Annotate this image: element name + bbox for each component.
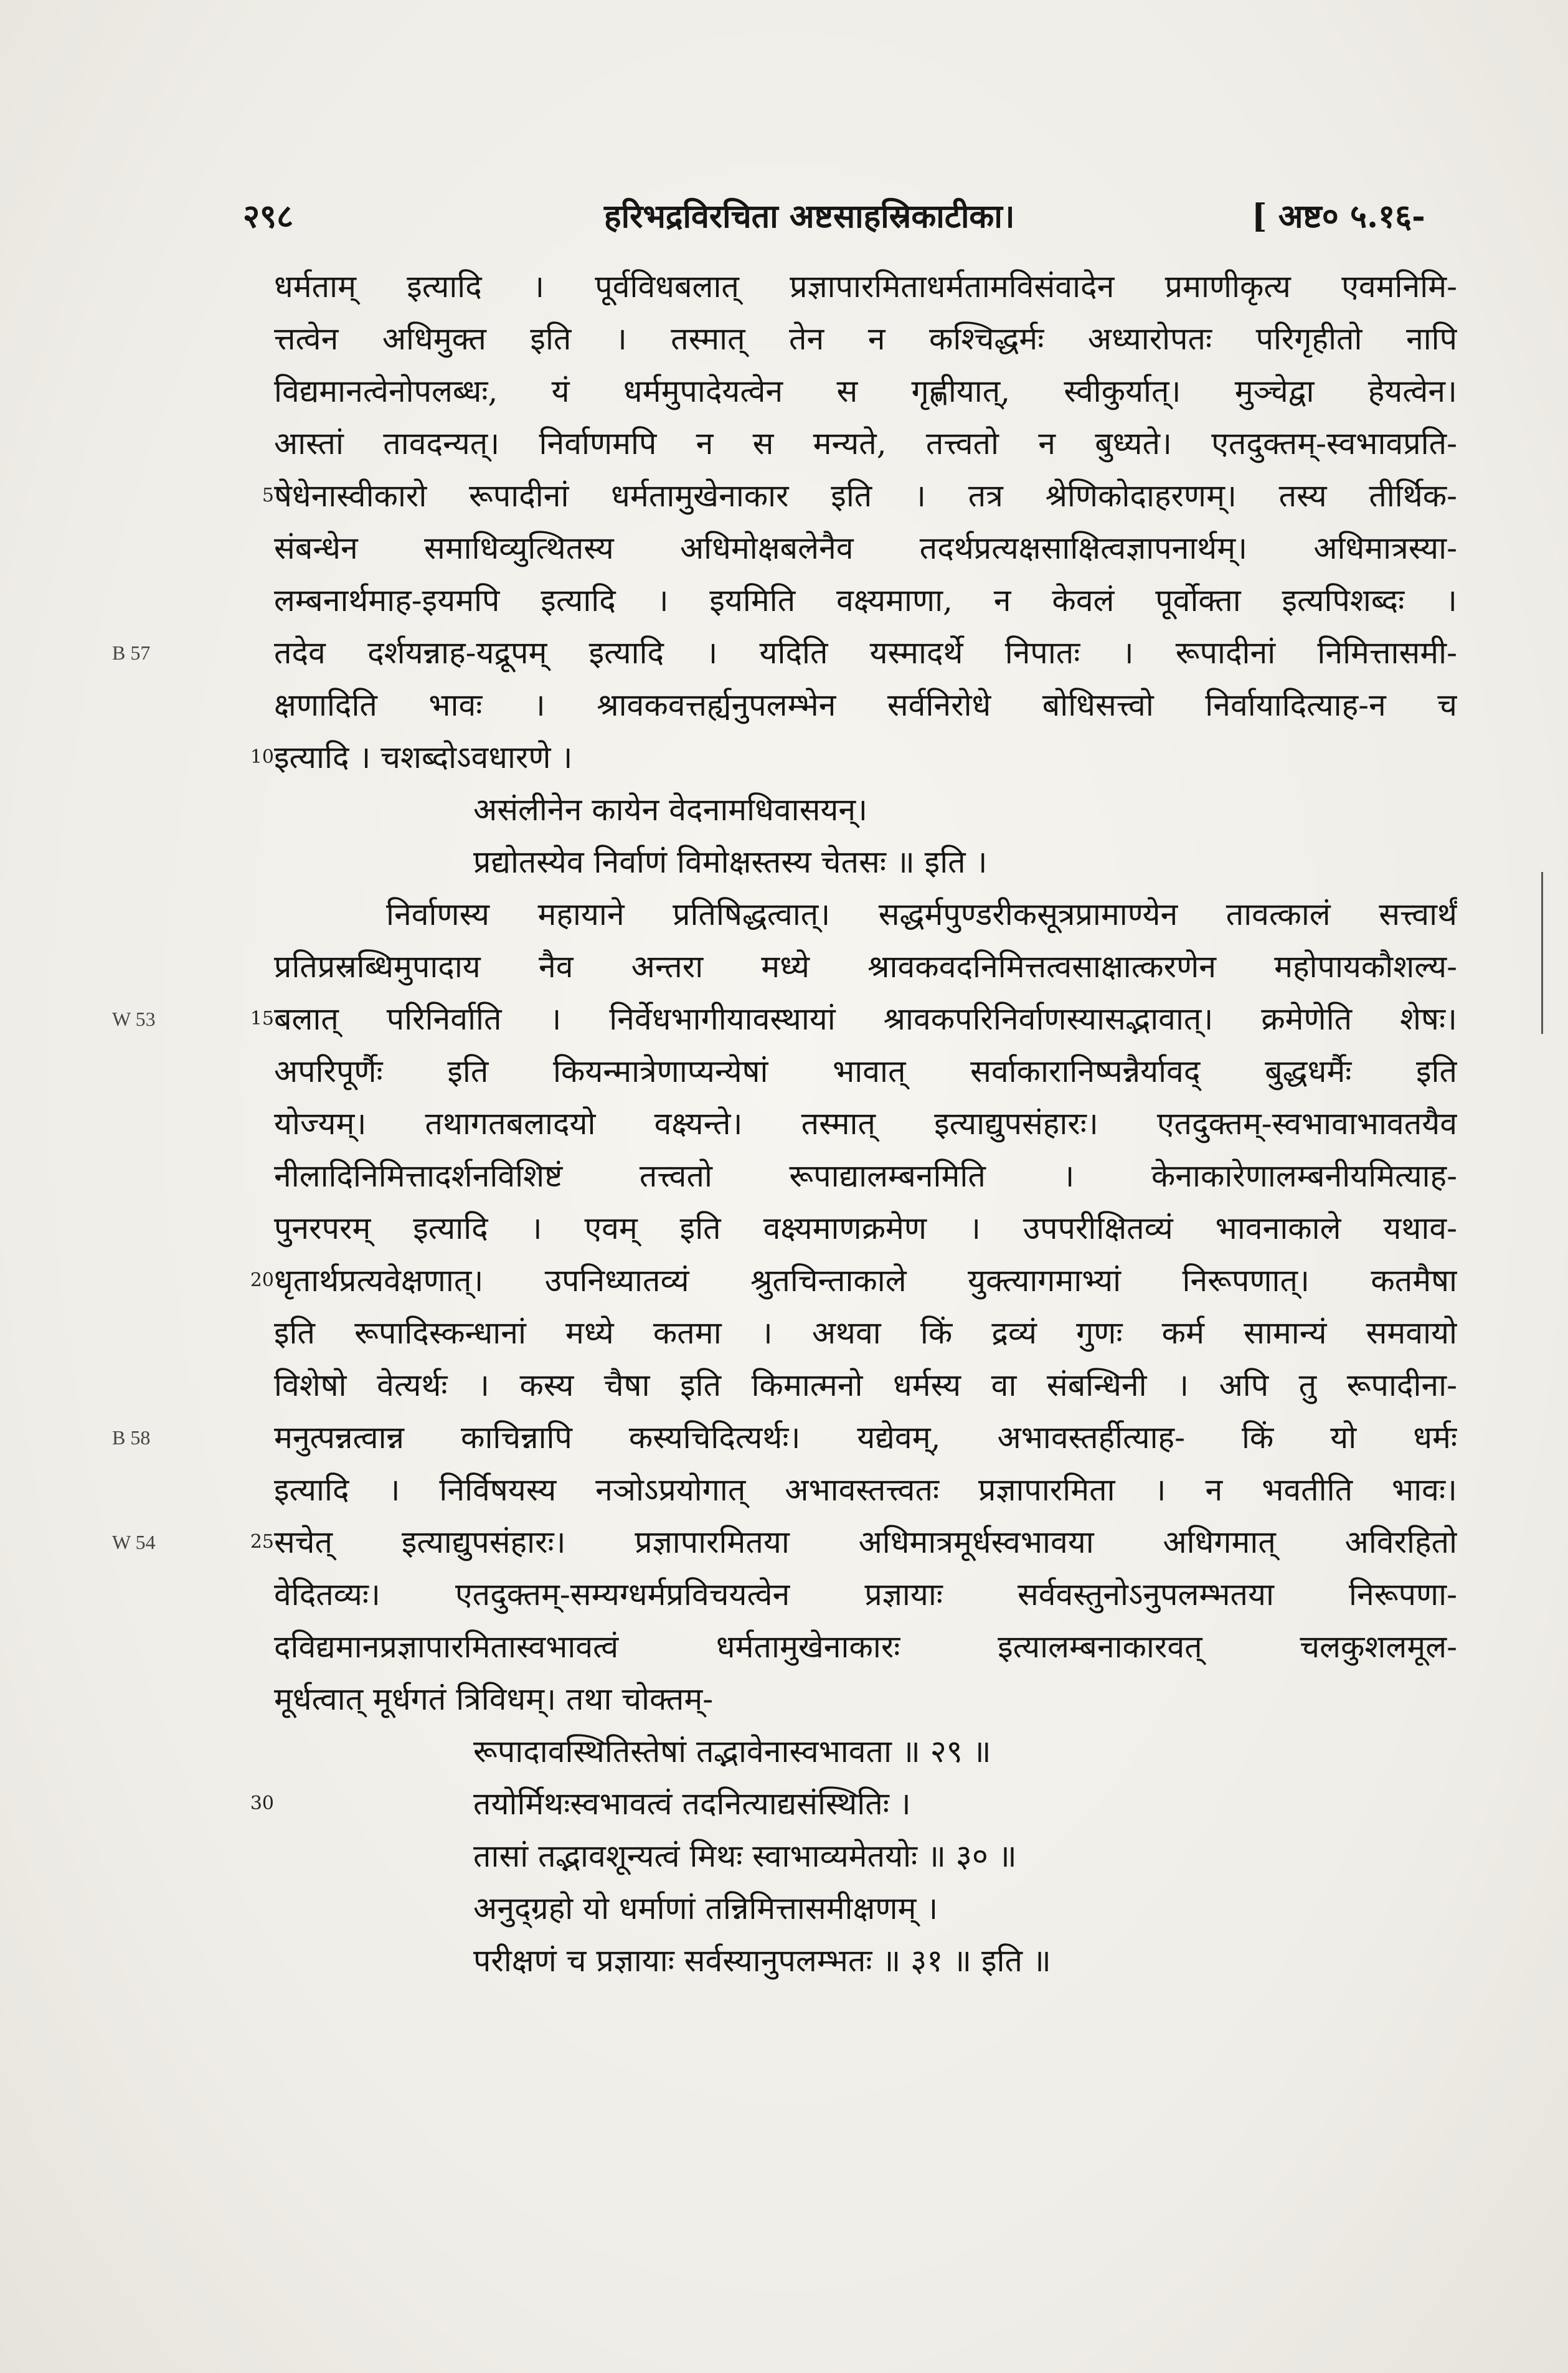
verse-line: तासां तद्भावशून्यत्वं मिथः स्वाभाव्यमेतयोः ॥ ३० ॥ — [473, 1838, 1017, 1874]
text-line: षेधेनास्वीकारो रूपादीनां धर्मतामुखेनाकार इति । तत्र श्रेणिकोदाहरणम्। तस्य तीर्थिक- — [274, 478, 1457, 514]
line-number: 30 — [250, 1793, 274, 1814]
text-line: लम्बनार्थमाह-इयमपि इत्यादि । इयमिति वक्ष्यमाणा, न केवलं पूर्वोक्ता इत्यपिशब्दः । — [274, 582, 1457, 618]
verse-line: अनुद्ग्रहो यो धर्माणां तन्निमित्तासमीक्षणम् । — [473, 1890, 938, 1926]
line-number: 15 — [250, 1008, 274, 1030]
text-line: तदेव दर्शयन्नाह-यद्रूपम् इत्यादि । यदिति यस्मादर्थे निपातः । रूपादीनां निमित्तासमी- — [274, 635, 1457, 671]
text-line: बलात् परिनिर्वाति । निर्वेधभागीयावस्थायां श्रावकपरिनिर्वाणस्यासद्भावात्। क्रमेणेति शेषः। — [274, 1001, 1457, 1037]
verse-line: असंलीनेन कायेन वेदनामधिवासयन्। — [473, 792, 868, 828]
text-line: दविद्यमानप्रज्ञापारमितास्वभावत्वं धर्मतामुखेनाकारः इत्यालम्बनाकारवत् चलकुशलमूल- — [274, 1629, 1457, 1665]
text-line: विशेषो वेत्यर्थः । कस्य चैषा इति किमात्मनो धर्मस्य वा संबन्धिनी । अपि तु रूपादीना- — [274, 1367, 1457, 1403]
verse-line: रूपादावस्थितिस्तेषां तद्भावेनास्वभावता ॥ २९ ॥ — [473, 1733, 991, 1769]
margin-reference: B 57 — [112, 642, 151, 664]
running-title: हरिभद्रविरचिता अष्टसाहस्रिकाटीका। — [604, 197, 1015, 235]
verse-line: परीक्षणं च प्रज्ञायाः सर्वस्यानुपलम्भतः ॥ ३१ ॥ इति ॥ — [473, 1943, 1051, 1979]
text-line: प्रतिप्रस्रब्धिमुपादाय नैव अन्तरा मध्ये श्रावकवदनिमित्तत्वसाक्षात्करणेन महोपायकौशल्य- — [274, 949, 1457, 985]
line-number: 10 — [250, 746, 274, 768]
text-line: इति रूपादिस्कन्धानां मध्ये कतमा । अथवा किं द्रव्यं गुणः कर्म सामान्यं समवायो — [274, 1315, 1457, 1351]
verse-line: तयोर्मिथःस्वभावत्वं तदनित्याद्यसंस्थितिः । — [473, 1786, 911, 1822]
text-line: नीलादिनिमित्तादर्शनविशिष्टं तत्त्वतो रूपाद्यालम्बनमिति । केनाकारेणालम्बनीयमित्याह- — [274, 1158, 1457, 1194]
text-line: आस्तां तावदन्यत्। निर्वाणमपि न स मन्यते, तत्त्वतो न बुध्यते। एतदुक्तम्-स्वभावप्रति- — [274, 425, 1457, 462]
text-line: मूर्धत्वात् मूर्धगतं त्रिविधम्। तथा चोक्तम्- — [274, 1681, 714, 1717]
text-line: त्तत्वेन अधिमुक्त इति । तस्मात् तेन न कश्चिद्धर्मः अध्यारोपतः परिगृहीतो नापि — [274, 321, 1457, 357]
text-line: संबन्धेन समाधिव्युत्थितस्य अधिमोक्षबलेनैव तदर्थप्रत्यक्षसाक्षित्वज्ञापनार्थम्। अधिमात्रस्या- — [274, 530, 1457, 566]
text-line: अपरिपूर्णैः इति कियन्मात्रेणाप्यन्येषां भावात् सर्वाकारानिष्पन्नैर्यावद् बुद्धधर्मैः इति — [274, 1053, 1457, 1089]
text-line: इत्यादि । चशब्दोऽवधारणे । — [274, 739, 573, 775]
margin-reference: B 58 — [112, 1426, 151, 1449]
text-line: सचेत् इत्याद्युपसंहारः। प्रज्ञापारमितया अधिमात्रमूर्धस्वभावया अधिगमात् अविरहितो — [274, 1524, 1457, 1560]
text-line: पुनरपरम् इत्यादि । एवम् इति वक्ष्यमाणक्रमेण । उपपरीक्षितव्यं भावनाकाले यथाव- — [274, 1210, 1457, 1246]
margin-reference: W 54 — [112, 1531, 156, 1553]
running-header — [243, 187, 1476, 243]
text-line: निर्वाणस्य महायाने प्रतिषिद्धत्वात्। सद्धर्मपुण्डरीकसूत्रप्रामाण्येन तावत्कालं सत्त्वार्थं — [386, 896, 1457, 932]
line-number: 5 — [262, 485, 274, 506]
text-line: विद्यमानत्वेनोपलब्धः, यं धर्ममुपादेयत्वेन स गृह्णीयात्, स्वीकुर्यात्। मुञ्चेद्वा हेयत्वेन। — [274, 373, 1457, 409]
text-line: योज्यम्। तथागतबलादयो वक्ष्यन्ते। तस्मात् इत्याद्युपसंहारः। एतदुक्तम्-स्वभावाभावतयैव — [274, 1106, 1457, 1142]
line-number: 20 — [250, 1269, 274, 1291]
line-number: 25 — [250, 1531, 274, 1553]
text-line: धृतार्थप्रत्यवेक्षणात्। उपनिध्यातव्यं श्रुतचिन्ताकाले युक्त्यागमाभ्यां निरूपणात्। कतमैषा — [274, 1262, 1457, 1299]
margin-reference: W 53 — [112, 1008, 156, 1030]
text-line: वेदितव्यः। एतदुक्तम्-सम्यग्धर्मप्रविचयत्वेन प्रज्ञायाः सर्ववस्तुनोऽनुपलम्भतया निरूपणा- — [274, 1576, 1457, 1613]
verse-line: प्रद्योतस्येव निर्वाणं विमोक्षस्तस्य चेतसः ॥ इति । — [473, 844, 988, 880]
text-line: क्षणादिति भावः । श्रावकवत्तर्ह्यनुपलम्भेन सर्वनिरोधे बोधिसत्त्वो निर्वायादित्याह-न च — [274, 687, 1457, 723]
text-line: इत्यादि । निर्विषयस्य नञोऽप्रयोगात् अभावस्तत्त्वतः प्रज्ञापारमिता । न भवतीति भावः। — [274, 1472, 1457, 1508]
text-line: धर्मताम् इत्यादि । पूर्वविधबलात् प्रज्ञापारमिताधर्मतामविसंवादेन प्रमाणीकृत्य एवमनिमि- — [274, 268, 1457, 305]
binding-edge-mark — [1541, 872, 1543, 1034]
section-reference: [ अष्ट० ५.१६- — [1252, 197, 1425, 235]
text-line: मनुत्पन्नत्वान्न काचिन्नापि कस्यचिदित्यर्थः। यद्येवम्, अभावस्तर्हीत्याह- किं यो धर्मः — [274, 1419, 1457, 1456]
page-number: २९८ — [243, 197, 294, 235]
